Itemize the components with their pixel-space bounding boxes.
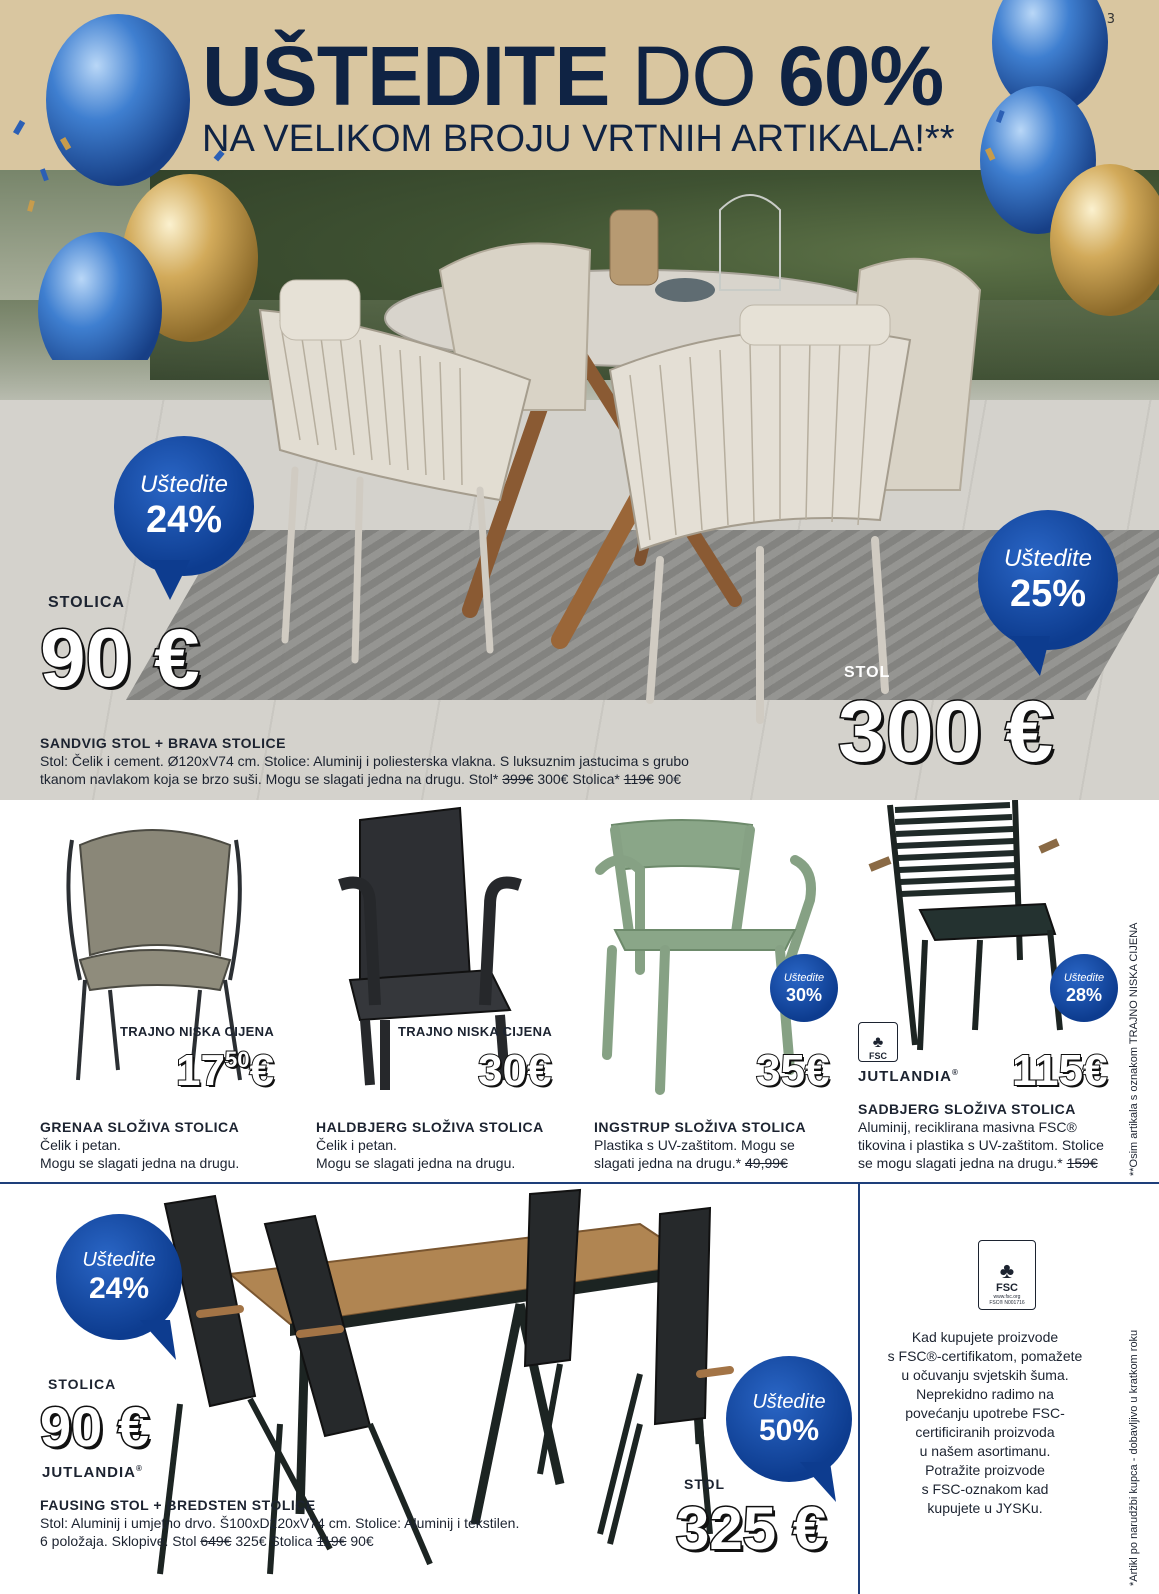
product-line: slagati jedna na drugu.* <box>594 1155 742 1171</box>
product-title: INGSTRUP SLOŽIVA STOLICA <box>594 1119 807 1135</box>
old-price: 159€ <box>1066 1155 1098 1171</box>
bottom-chair-price: 90 € <box>40 1395 149 1458</box>
headline-bold: UŠTEDITE <box>202 29 610 123</box>
ingstrup-description <box>594 1118 854 1172</box>
headline-thin: DO <box>631 29 756 123</box>
bottom-table-price: 325 € <box>676 1495 827 1562</box>
product-line: Čelik i petan. <box>40 1137 121 1153</box>
fsc-code: FSC® N001716 <box>989 1300 1025 1306</box>
bottom-jutlandia-brand <box>42 1464 143 1481</box>
fsc-logo-small <box>858 1022 898 1062</box>
fsc-line: Neprekidno radimo na <box>916 1386 1054 1402</box>
old-price: 119€ <box>316 1533 347 1549</box>
grenaa-price <box>176 1046 274 1096</box>
badge-label: Uštedite <box>1063 971 1105 984</box>
new-price: 300€ <box>537 771 569 787</box>
product-line: Plastika s UV-zaštitom. Mogu se <box>594 1137 795 1153</box>
headline-percent: 60% <box>778 29 944 123</box>
table-price: 300 € <box>838 684 1054 780</box>
product-line: Čelik i petan. <box>316 1137 397 1153</box>
chair-word: Stolica* <box>572 771 620 787</box>
permanent-low-price-tag: TRAJNO NISKA CIJENA <box>120 1024 275 1039</box>
badge-value: 24% <box>145 499 223 541</box>
brand-name: JUTLANDIA <box>42 1464 136 1481</box>
jutlandia-brand <box>858 1068 959 1085</box>
fsc-info-text <box>870 1328 1100 1518</box>
brand-mark: ® <box>952 1068 959 1077</box>
product-title: GRENAA SLOŽIVA STOLICA <box>40 1119 240 1135</box>
product-line: Stol: Čelik i cement. Ø120xV74 cm. Stolice: Aluminij i poliesterska vlakna. S luksuznim jastucima s grubo <box>40 753 689 769</box>
bottom-table-label: STOL <box>684 1476 726 1492</box>
badge-label: Uštedite <box>783 971 825 984</box>
fsc-line: u našem asortimanu. <box>919 1443 1051 1459</box>
page-number: 3 <box>1106 12 1115 27</box>
ingstrup-discount-badge <box>770 954 838 1022</box>
grenaa-chair <box>68 830 240 1080</box>
product-line: 6 položaja. Sklopive. Stol <box>40 1533 197 1549</box>
price-integer: 17 <box>176 1046 225 1095</box>
sadbjerg-description <box>858 1100 1118 1172</box>
tree-icon: ♣ <box>872 1034 884 1051</box>
product-line: tikovina i plastika s UV-zaštitom. Stolice <box>858 1137 1104 1153</box>
old-price: 119€ <box>623 771 654 787</box>
fsc-line: u očuvanju svjetskih šuma. <box>901 1367 1069 1383</box>
headline <box>202 29 944 123</box>
product-line: Mogu se slagati jedna na drugu. <box>40 1155 240 1171</box>
brand-name: JUTLANDIA <box>858 1068 952 1085</box>
badge-label: Uštedite <box>1003 545 1093 572</box>
old-price: 49,99€ <box>745 1155 788 1171</box>
fsc-line: Potražite proizvode <box>925 1462 1045 1478</box>
price-decimals: 50 <box>224 1047 250 1072</box>
permanent-low-price-tag: TRAJNO NISKA CIJENA <box>398 1024 553 1039</box>
product-line: Stol: Aluminij i umjetno drvo. Š100xD220xV74 cm. Stolice: Aluminij i tekstilen. <box>40 1515 520 1531</box>
new-price: 90€ <box>350 1533 374 1549</box>
brand-mark: ® <box>136 1464 143 1473</box>
badge-value: 50% <box>758 1414 820 1447</box>
product-title: FAUSING STOL + BREDSTEN STOLICE <box>40 1497 316 1513</box>
badge-value: 28% <box>1065 984 1103 1005</box>
subheadline: NA VELIKOM BROJU VRTNIH ARTIKALA!** <box>202 118 955 160</box>
tree-icon: ♣ <box>999 1258 1015 1283</box>
bottom-chair-label: STOLICA <box>48 1376 117 1392</box>
fsc-url: www.fsc.org <box>993 1294 1021 1300</box>
product-line: se mogu slagati jedna na drugu.* <box>858 1155 1063 1171</box>
sadbjerg-discount-badge <box>1050 954 1118 1022</box>
badge-value: 25% <box>1009 573 1087 615</box>
balloon-blue-1 <box>46 14 190 186</box>
new-price: 325€ <box>235 1533 267 1549</box>
grenaa-description <box>40 1118 300 1172</box>
sadbjerg-price: 115€ <box>1012 1046 1108 1095</box>
sadbjerg-chair <box>870 800 1060 1050</box>
chair-discount-badge <box>114 436 254 576</box>
badge-tail <box>150 560 190 600</box>
fsc-logo-large <box>978 1240 1036 1310</box>
fsc-line: s FSC-oznakom kad <box>921 1481 1049 1497</box>
badge-value: 24% <box>88 1272 150 1305</box>
ingstrup-price: 35€ <box>756 1046 830 1095</box>
chair-word: Stolica <box>270 1533 313 1549</box>
side-note-order: *Artikl po narudžbi kupca - dobavljivo u kratkom roku <box>1128 1329 1140 1586</box>
chair-price: 90 € <box>40 613 200 704</box>
hero-description <box>40 734 800 788</box>
product-title: SADBJERG SLOŽIVA STOLICA <box>858 1101 1076 1117</box>
product-line: Aluminij, reciklirana masivna FSC® <box>858 1119 1077 1135</box>
fsc-line: povećanju upotrebe FSC- <box>905 1405 1065 1421</box>
badge-label: Uštedite <box>82 1249 156 1271</box>
badge-tail <box>140 1320 176 1360</box>
haldbjerg-description <box>316 1118 576 1172</box>
new-price: 90€ <box>657 771 682 787</box>
fsc-line: kupujete u JYSKu. <box>927 1500 1043 1516</box>
product-title: HALDBJERG SLOŽIVA STOLICA <box>316 1119 544 1135</box>
badge-value: 30% <box>785 984 823 1005</box>
haldbjerg-price: 30€ <box>478 1046 552 1095</box>
badge-label: Uštedite <box>139 471 229 498</box>
price-currency: € <box>249 1046 274 1095</box>
fsc-label: FSC <box>869 1051 887 1061</box>
table-discount-badge <box>978 510 1118 650</box>
product-line: tkanom navlakom koja se brzo suši. Mogu se slagati jedna na drugu. Stol* <box>40 771 499 787</box>
fsc-line: s FSC®-certifikatom, pomažete <box>887 1348 1083 1364</box>
old-price: 399€ <box>502 771 534 787</box>
fausing-description <box>40 1496 660 1550</box>
side-note-exclusion: **Osim artikala s oznakom TRAJNO NISKA CIJENA <box>1128 922 1140 1176</box>
table-label: STOL <box>844 664 891 681</box>
fsc-line: Kad kupujete proizvode <box>911 1329 1059 1345</box>
product-line: Mogu se slagati jedna na drugu. <box>316 1155 516 1171</box>
chair-label: STOLICA <box>48 594 125 611</box>
fsc-line: certificiranih proizvoda <box>915 1424 1055 1440</box>
badge-label: Uštedite <box>752 1391 826 1413</box>
badge-tail <box>1010 636 1050 676</box>
fsc-label: FSC <box>996 1282 1018 1294</box>
old-price: 649€ <box>200 1533 232 1549</box>
product-title: SANDVIG STOL + BRAVA STOLICE <box>40 735 286 751</box>
